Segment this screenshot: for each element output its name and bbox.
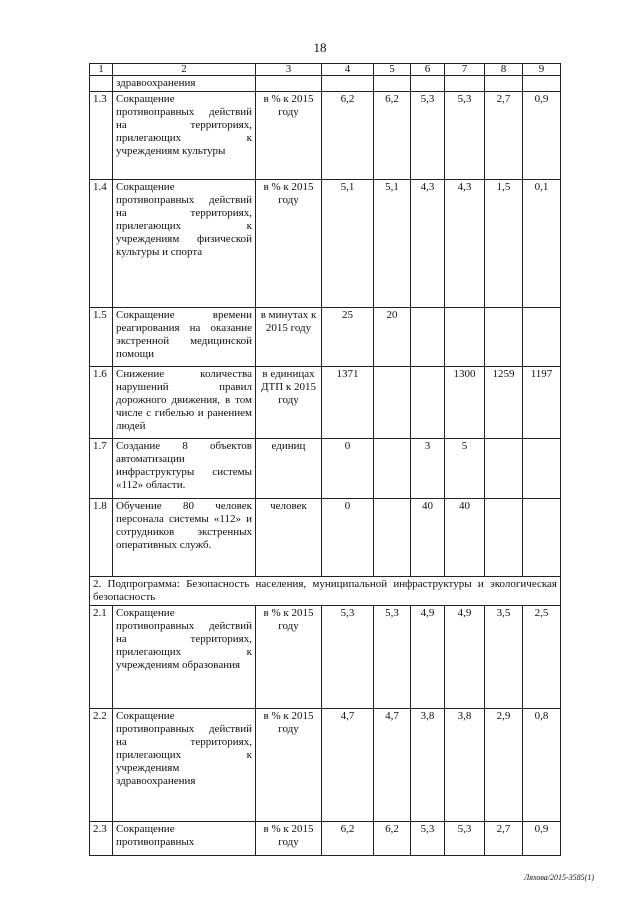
value-cell (485, 499, 523, 577)
table-row (90, 180, 561, 308)
row-number: 1.6 (90, 367, 113, 439)
column-number-row (90, 64, 561, 76)
value-cell: 0,9 (523, 822, 561, 856)
unit-cell: в минутах к 2015 году (256, 308, 322, 367)
value-cell: 6,2 (322, 92, 374, 180)
value-cell: 5,1 (322, 180, 374, 308)
section-row (90, 577, 561, 606)
row-number: 1.5 (90, 308, 113, 367)
value-cell: 0,9 (523, 92, 561, 180)
value-cell: 0,8 (523, 709, 561, 822)
header-cell: 3 (256, 64, 322, 76)
header-cell: 5 (374, 64, 411, 76)
indicator-description: Создание 8 объектов автоматизации инфраструктуры системы «112» области. (113, 439, 256, 499)
table-row (90, 709, 561, 822)
value-cell: 0,1 (523, 180, 561, 308)
value-cell: 1300 (445, 367, 485, 439)
unit-cell: в % к 2015 году (256, 180, 322, 308)
value-cell: 3,8 (445, 709, 485, 822)
table-row (90, 439, 561, 499)
indicator-description: Сокращение противоправных действий на территориях, прилегающих к учреждениям образования (113, 606, 256, 709)
header-cell: 9 (523, 64, 561, 76)
indicator-description: Сокращение противоправных (113, 822, 256, 856)
header-cell: 6 (411, 64, 445, 76)
footer-note: Ляхова/2015-3585(1) (523, 873, 594, 882)
value-cell (374, 499, 411, 577)
value-cell: 4,9 (411, 606, 445, 709)
indicator-description: Сокращение противоправных действий на территориях, прилегающих к учреждениям культуры (113, 92, 256, 180)
row-number: 1.4 (90, 180, 113, 308)
value-cell: 0 (322, 439, 374, 499)
header-cell: 4 (322, 64, 374, 76)
value-cell (411, 308, 445, 367)
value-cell: 2,7 (485, 822, 523, 856)
value-cell: 4,7 (374, 709, 411, 822)
value-cell: 3 (411, 439, 445, 499)
table-row (90, 367, 561, 439)
row-number: 1.8 (90, 499, 113, 577)
unit-cell: в % к 2015 году (256, 606, 322, 709)
header-cell: 8 (485, 64, 523, 76)
value-cell: 1,5 (485, 180, 523, 308)
value-cell (485, 439, 523, 499)
unit-cell: в % к 2015 году (256, 709, 322, 822)
value-cell: 4,9 (445, 606, 485, 709)
value-cell (374, 439, 411, 499)
value-cell: 3,5 (485, 606, 523, 709)
table-row (90, 308, 561, 367)
indicator-description: Обучение 80 человек персонала системы «112» и сотрудников экстренных оперативных служб. (113, 499, 256, 577)
value-cell: 5,3 (374, 606, 411, 709)
unit-cell: человек (256, 499, 322, 577)
page-number: 18 (313, 40, 327, 55)
continuation-text: здравоохранения (113, 76, 256, 92)
value-cell: 4,3 (445, 180, 485, 308)
value-cell: 5,1 (374, 180, 411, 308)
table-row (90, 606, 561, 709)
indicators-block-2 (90, 606, 561, 856)
row-number: 2.3 (90, 822, 113, 856)
row-number: 2.1 (90, 606, 113, 709)
value-cell: 1259 (485, 367, 523, 439)
value-cell: 4,7 (322, 709, 374, 822)
unit-cell: в % к 2015 году (256, 92, 322, 180)
table-row (90, 822, 561, 856)
value-cell: 40 (411, 499, 445, 577)
value-cell: 5,3 (322, 606, 374, 709)
value-cell (523, 308, 561, 367)
indicator-description: Сокращение противоправных действий на территориях, прилегающих к учреждениям физической культуры и спорта (113, 180, 256, 308)
value-cell: 5,3 (445, 92, 485, 180)
value-cell: 5 (445, 439, 485, 499)
value-cell: 6,2 (322, 822, 374, 856)
table-row (90, 499, 561, 577)
value-cell: 40 (445, 499, 485, 577)
header-cell: 7 (445, 64, 485, 76)
value-cell (523, 439, 561, 499)
indicators-block-1 (90, 92, 561, 577)
value-cell: 4,3 (411, 180, 445, 308)
indicator-description: Снижение количества нарушений правил дорожного движения, в том числе с гибелью и ранением людей (113, 367, 256, 439)
row-number: 1.3 (90, 92, 113, 180)
value-cell (523, 499, 561, 577)
table-row (90, 92, 561, 180)
value-cell: 1197 (523, 367, 561, 439)
unit-cell: единиц (256, 439, 322, 499)
row-number: 2.2 (90, 709, 113, 822)
value-cell: 2,9 (485, 709, 523, 822)
unit-cell: в % к 2015 году (256, 822, 322, 856)
value-cell (485, 308, 523, 367)
indicator-description: Сокращение времени реагирования на оказание экстренной медицинской помощи (113, 308, 256, 367)
value-cell (411, 367, 445, 439)
value-cell: 5,3 (411, 92, 445, 180)
indicators-table (89, 63, 561, 856)
value-cell: 3,8 (411, 709, 445, 822)
value-cell (374, 367, 411, 439)
section-title: 2. Подпрограмма: Безопасность населения, муниципальной инфраструктуры и экологическая безопасность (90, 577, 561, 606)
row-number: 1.7 (90, 439, 113, 499)
value-cell: 6,2 (374, 92, 411, 180)
value-cell: 5,3 (445, 822, 485, 856)
value-cell (445, 308, 485, 367)
header-cell: 1 (90, 64, 113, 76)
value-cell: 25 (322, 308, 374, 367)
header-cell: 2 (113, 64, 256, 76)
value-cell: 20 (374, 308, 411, 367)
value-cell: 6,2 (374, 822, 411, 856)
value-cell: 0 (322, 499, 374, 577)
unit-cell: в единицах ДТП к 2015 году (256, 367, 322, 439)
value-cell: 1371 (322, 367, 374, 439)
value-cell: 5,3 (411, 822, 445, 856)
continuation-row (90, 76, 561, 92)
value-cell: 2,7 (485, 92, 523, 180)
indicator-description: Сокращение противоправных действий на территориях, прилегающих к учреждениям здравоохранения (113, 709, 256, 822)
value-cell: 2,5 (523, 606, 561, 709)
